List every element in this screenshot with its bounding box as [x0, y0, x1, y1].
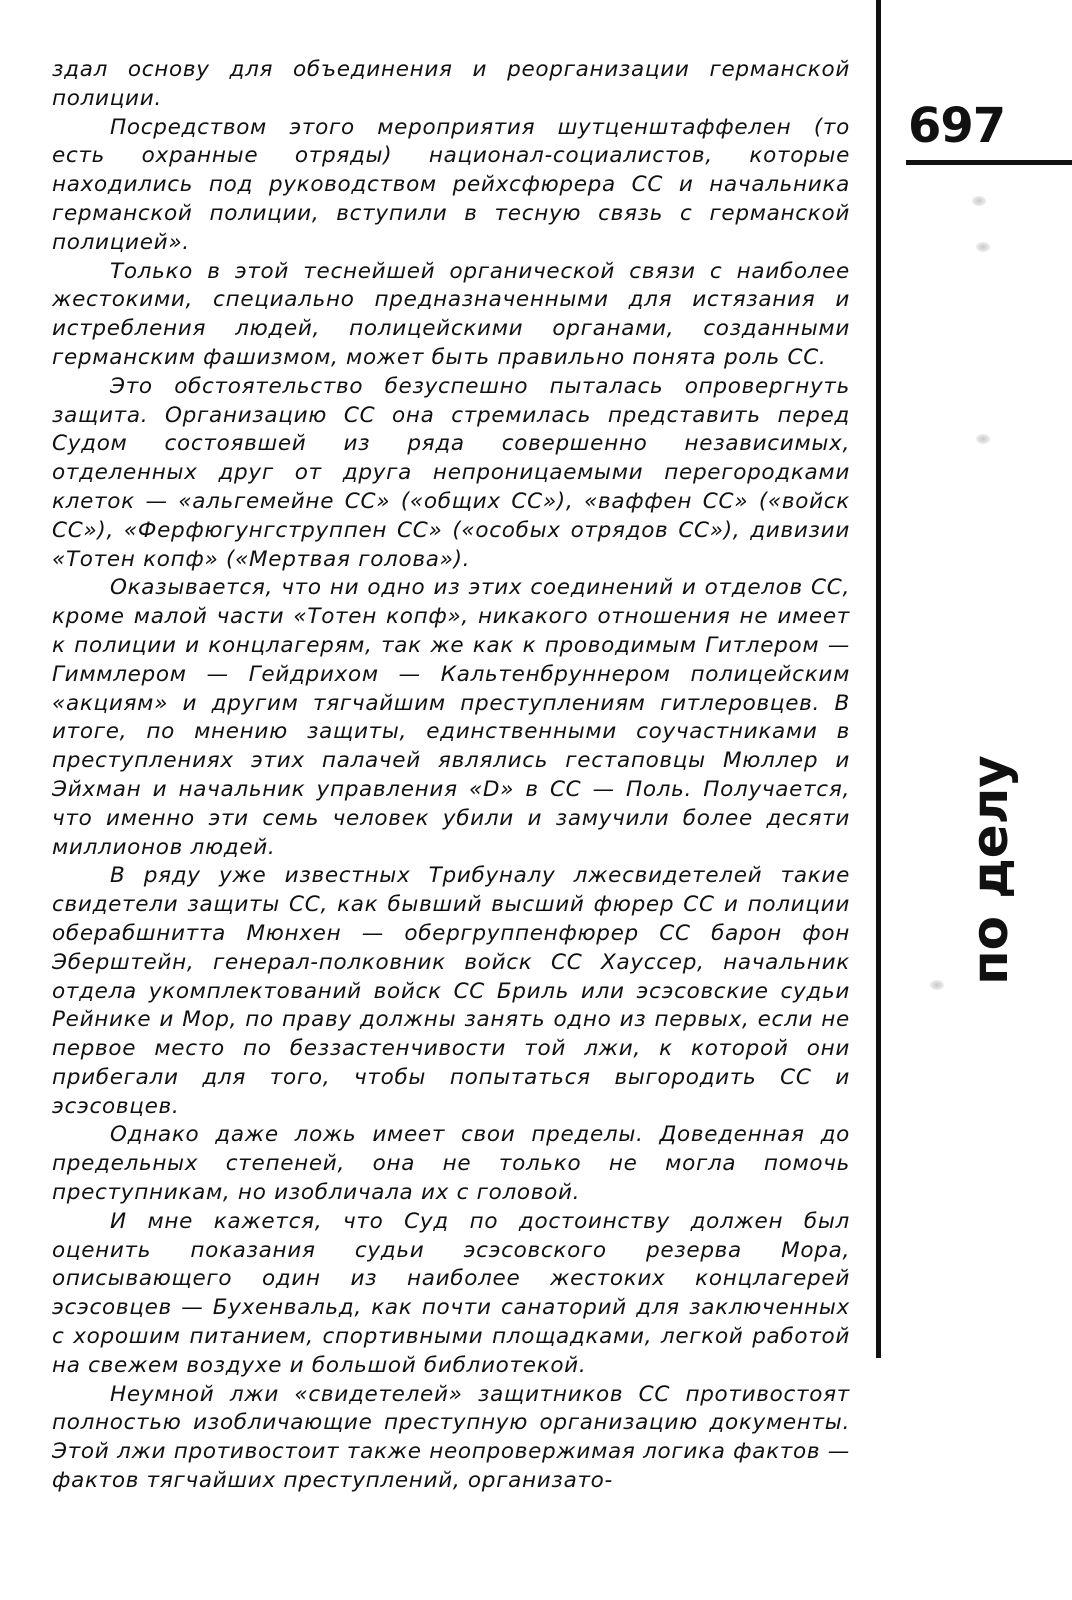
paragraph: Однако даже ложь имеет свои пределы. Доведенная до предельных степеней, она не только не могла помочь преступникам, но изобличала их с головой.: [52, 1122, 850, 1206]
paragraph: здал основу для объединения и реорганизации германской полиции.: [52, 57, 850, 111]
margin-vertical-rule: [876, 0, 881, 1358]
paragraph: Только в этой теснейшей органической связи с наиболее жестокими, специально предназначенными для истязания и истребления людей, полицейскими органами, созданными германским фашизмом, может быть правильно понята роль СС.: [52, 258, 850, 370]
scan-speck: [976, 434, 990, 444]
scan-speck: [972, 196, 986, 206]
paragraph: Неумной лжи «свидетелей» защитников СС противостоят полностью изобличающие преступную организацию документы. Этой лжи противостоит также неопровержимая логика фактов — фактов тягчайших преступлений, организато-: [52, 1381, 850, 1494]
page-number-rule: [906, 160, 1072, 165]
paragraph: В ряду уже известных Трибуналу лжесвидетелей такие свидетели защиты СС, как бывший высший фюрер СС и полиции оберабшнитта Мюнхен — обергруппенфюрер СС барон фон Эберштейн, генерал-полковник войск СС Хауссер, начальник отдела укомплектований войск СС Бриль или эсэсовские судьи Рейнике и Мор, по праву должны занять одно из первых, если не первое место по беззастенчивости той лжи, к которой они прибегали для того, чтобы попытаться выгородить СС и эсэсовцев.: [52, 863, 850, 1119]
paragraph: Это обстоятельство безуспешно пыталась опровергнуть защита. Организацию СС она стремилась представить перед Судом состоявшей из ряда совершенно независимых, отделенных друг от друга непроницаемыми перегородками клеток — «альгемейне СС» («общих СС»), «ваффен СС» («войск СС»), «Ферфюгунгструппен СС» («особых отрядов СС»), дивизии «Тотен копф» («Мертвая голова»).: [52, 373, 850, 572]
paragraph: Посредством этого мероприятия шутценштаффелен (то есть охранные отряды) национал-социалистов, которые находились под руководством рейхсфюрера СС и начальника германской полиции, вступили в тесную связь с германской полицией».: [52, 114, 850, 255]
paragraph: Оказывается, что ни одно из этих соединений и отделов СС, кроме малой части «Тотен копф», никакого отношения не имеет к полиции и концлагерям, так же как к проводимым Гитлером — Гиммлером — Гейдрихом — Кальтенбруннером полицейским «акциям» и другим тягчайшим преступлениям гитлеровцев. В итоге, по мнению защиты, единственными соучастниками в преступлениях этих палачей являлись гестаповцы Мюллер и Эйхман и начальник управления «D» в СС — Поль. Получается, что именно эти семь человек убили и замучили более десяти миллионов людей.: [52, 575, 850, 860]
main-text-column: [52, 56, 850, 1496]
running-head-vertical: по делу: [961, 755, 1019, 985]
paragraph: И мне кажется, что Суд по достоинству должен был оценить показания судьи эсэсовского резерва Мора, описывающего один из наиболее жестоких концлагерей эсэсовцев — Бухенвальд, как почти санаторий для заключенных с хорошим питанием, спортивными площадками, легкой работой на свежем воздухе и большой библиотекой.: [52, 1208, 850, 1378]
scan-speck: [930, 980, 944, 990]
scan-speck: [976, 242, 990, 252]
page-number: 697: [908, 98, 1006, 154]
